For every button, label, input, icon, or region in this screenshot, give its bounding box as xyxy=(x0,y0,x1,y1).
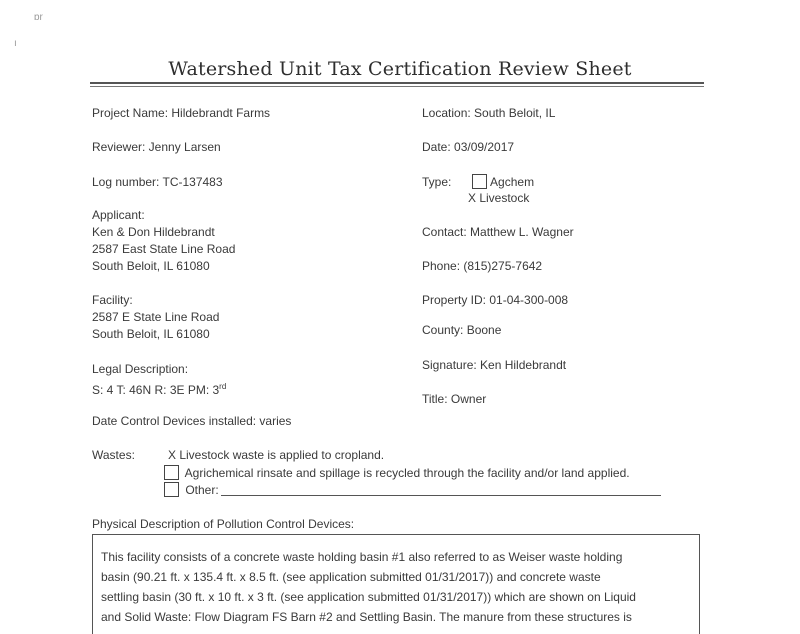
physical-heading: Physical Description of Pollution Control Devices: xyxy=(92,517,355,531)
facility-label: Facility: xyxy=(92,293,133,307)
reviewer: Reviewer: Jenny Larsen xyxy=(92,140,221,154)
legal-block xyxy=(92,361,226,399)
agrichemical-checkbox[interactable] xyxy=(164,465,179,480)
wastes-label: Wastes: xyxy=(92,448,135,462)
applicant-line: South Beloit, IL 61080 xyxy=(92,259,210,273)
title-rule xyxy=(90,82,704,84)
facility-line: 2587 E State Line Road xyxy=(92,310,220,324)
scan-mark: ɒr xyxy=(34,12,43,23)
scan-mark-2: ı xyxy=(14,38,17,49)
other-label: Other: xyxy=(185,483,219,497)
signature: Signature: Ken Hildebrandt xyxy=(422,358,567,372)
wastes-livestock: X Livestock waste is applied to cropland. xyxy=(168,448,385,462)
legal-value-row xyxy=(92,378,226,399)
wastes-agrichemical-row xyxy=(164,465,630,480)
phone: Phone: (815)275-7642 xyxy=(422,259,543,273)
legal-sup: rd xyxy=(219,382,227,391)
description-line: basin (90.21 ft. x 135.4 ft. x 8.5 ft. (see application submitted 01/31/2017)) and concrete waste xyxy=(101,570,601,584)
property-id: Property ID: 01-04-300-008 xyxy=(422,293,569,307)
type-row xyxy=(422,174,534,189)
title-field: Title: Owner xyxy=(422,392,487,406)
other-checkbox[interactable] xyxy=(164,482,179,497)
legal-value: S: 4 T: 46N R: 3E PM: 3 xyxy=(92,383,220,397)
location: Location: South Beloit, IL xyxy=(422,106,556,120)
title-rule-thin xyxy=(90,86,704,87)
agchem-checkbox[interactable] xyxy=(472,174,487,189)
legal-label: Legal Description: xyxy=(92,362,189,376)
type-label: Type: xyxy=(422,175,452,189)
project-name: Project Name: Hildebrandt Farms xyxy=(92,106,271,120)
date: Date: 03/09/2017 xyxy=(422,140,515,154)
page-title: Watershed Unit Tax Certification Review Sheet xyxy=(168,58,632,80)
applicant-block xyxy=(92,207,235,275)
facility-block xyxy=(92,292,219,343)
applicant-label: Applicant: xyxy=(92,208,145,222)
agrichemical-label: Agrichemical rinsate and spillage is recycled through the facility and/or land applied. xyxy=(184,466,630,480)
wastes-other-row xyxy=(164,482,661,497)
facility-line: South Beloit, IL 61080 xyxy=(92,327,210,341)
description-line: This facility consists of a concrete waste holding basin #1 also referred to as Weiser waste holding xyxy=(101,550,623,564)
log-number: Log number: TC-137483 xyxy=(92,175,223,189)
applicant-line: 2587 East State Line Road xyxy=(92,242,236,256)
agchem-label: Agchem xyxy=(490,175,535,189)
description-line: and Solid Waste: Flow Diagram FS Barn #2 and Settling Basin. The manure from these structures is xyxy=(101,610,632,624)
county: County: Boone xyxy=(422,323,502,337)
physical-description-box xyxy=(92,534,700,634)
other-input-line[interactable] xyxy=(221,483,661,496)
livestock-option: X Livestock xyxy=(468,191,530,205)
applicant-line: Ken & Don Hildebrandt xyxy=(92,225,215,239)
description-line: settling basin (30 ft. x 10 ft. x 3 ft. (see application submitted 01/31/2017)) which are shown on Liquid xyxy=(101,590,636,604)
contact: Contact: Matthew L. Wagner xyxy=(422,225,574,239)
date-control-devices: Date Control Devices installed: varies xyxy=(92,414,292,428)
